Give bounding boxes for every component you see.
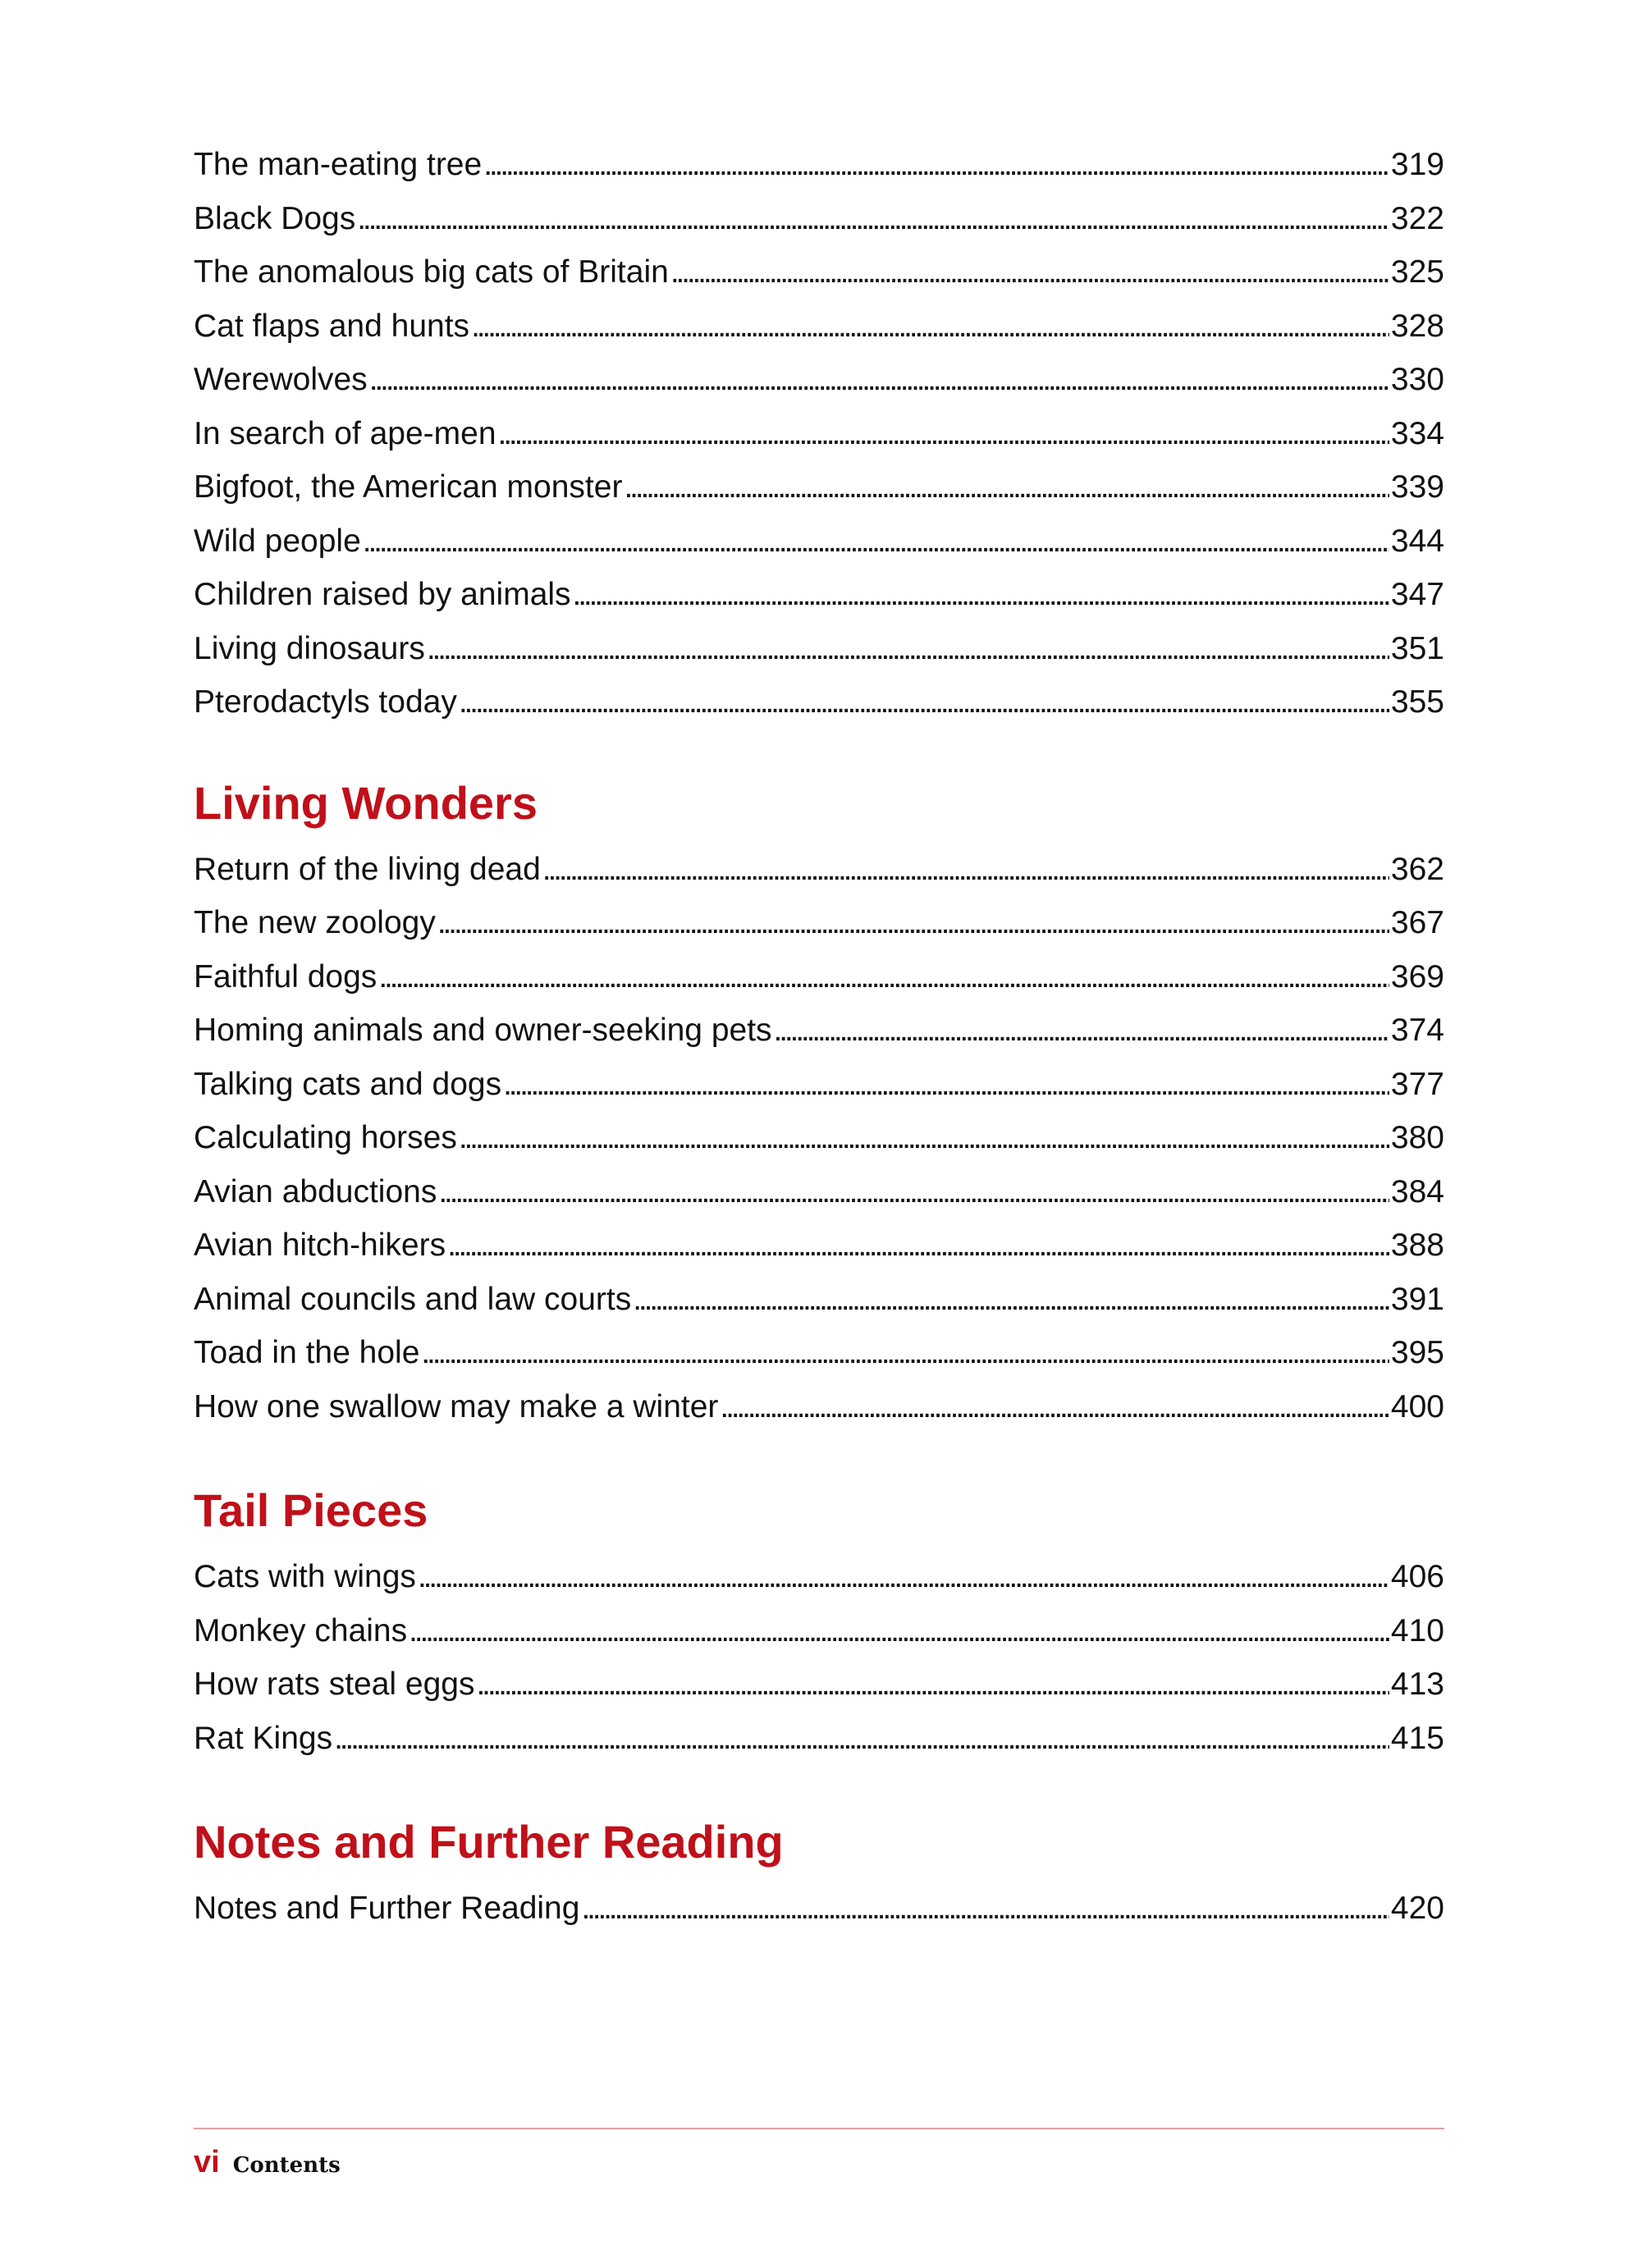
toc-entry[interactable] [194, 1712, 1444, 1766]
toc-entry[interactable] [194, 353, 1444, 407]
dot-leader [459, 1111, 1389, 1165]
toc-entry-title: Monkey chains [194, 1612, 408, 1648]
dot-leader [363, 514, 1389, 569]
toc-entry-title: Wild people [194, 523, 361, 559]
toc-entry[interactable] [194, 514, 1444, 569]
dot-leader [542, 843, 1389, 897]
dot-leader [670, 245, 1389, 300]
toc-entry-title: Living dinosaurs [194, 630, 425, 666]
toc-entry-page: 339 [1390, 469, 1444, 505]
dot-leader [483, 138, 1389, 192]
toc-entry-page: 377 [1390, 1066, 1444, 1102]
dot-leader [409, 1604, 1389, 1658]
toc-entry[interactable] [194, 1326, 1444, 1380]
toc-entry-page: 330 [1390, 362, 1444, 397]
toc-entry-page: 367 [1390, 905, 1444, 940]
toc-entry[interactable] [194, 1111, 1444, 1165]
page-footer [194, 2145, 341, 2180]
toc-entry-title: Avian hitch-hikers [194, 1228, 446, 1263]
toc-entry[interactable] [194, 192, 1444, 246]
dot-leader [720, 1380, 1389, 1434]
toc-entry-title: Talking cats and dogs [194, 1066, 502, 1102]
toc-entry[interactable] [194, 1165, 1444, 1219]
toc-entry-title: Rat Kings [194, 1720, 333, 1756]
toc-entry[interactable] [194, 1219, 1444, 1273]
toc-entry[interactable] [194, 138, 1444, 192]
toc-entry[interactable] [194, 1604, 1444, 1658]
toc-entry-page: 374 [1390, 1013, 1444, 1048]
toc-entry-page: 415 [1390, 1720, 1444, 1756]
toc-entry-page: 322 [1390, 200, 1444, 236]
toc-entry-title: Avian abductions [194, 1173, 437, 1209]
toc-entry-page: 391 [1390, 1281, 1444, 1317]
toc-entry-page: 413 [1390, 1667, 1444, 1702]
dot-leader [438, 1165, 1389, 1219]
toc-entry-page: 351 [1390, 630, 1444, 666]
toc-entry-title: Calculating horses [194, 1120, 457, 1155]
toc-entry-title: Black Dogs [194, 200, 356, 236]
toc-entry-page: 400 [1390, 1388, 1444, 1424]
toc-entry-title: The man-eating tree [194, 147, 483, 182]
toc-entry-title: Toad in the hole [194, 1335, 420, 1370]
toc-entry[interactable] [194, 675, 1444, 729]
toc-section-tail-pieces [194, 1550, 1444, 1765]
toc-entry-page: 420 [1390, 1891, 1444, 1926]
toc-entry-title: Notes and Further Reading [194, 1891, 580, 1926]
dot-leader [581, 1882, 1389, 1936]
dot-leader [427, 622, 1389, 676]
toc-entry-title: Cat flaps and hunts [194, 308, 470, 344]
toc-section-living-wonders [194, 843, 1444, 1434]
toc-entry[interactable] [194, 1058, 1444, 1112]
toc-section-notes [194, 1882, 1444, 1936]
toc-entry-page: 406 [1390, 1559, 1444, 1594]
toc-entry-title: Animal councils and law courts [194, 1281, 632, 1317]
toc-entry[interactable] [194, 950, 1444, 1004]
toc-entry[interactable] [194, 568, 1444, 622]
dot-leader [447, 1219, 1389, 1273]
running-head: Contents [232, 2153, 341, 2178]
toc-entry-page: 384 [1390, 1173, 1444, 1209]
section-heading-tail-pieces: Tail Pieces [194, 1484, 428, 1536]
dot-leader [421, 1326, 1389, 1380]
toc-entry-page: 347 [1390, 577, 1444, 612]
toc-entry-page: 362 [1390, 851, 1444, 887]
toc-entry-title: Pterodactyls today [194, 684, 457, 720]
toc-entry[interactable] [194, 1273, 1444, 1327]
dot-leader [774, 1004, 1389, 1058]
dot-leader [369, 353, 1389, 407]
toc-entry-title: The anomalous big cats of Britain [194, 254, 669, 290]
toc-entry[interactable] [194, 1550, 1444, 1604]
dot-leader [471, 300, 1389, 354]
toc-entry-page: 369 [1390, 958, 1444, 995]
toc-entry[interactable] [194, 843, 1444, 897]
toc-entry-page: 388 [1390, 1228, 1444, 1263]
toc-entry[interactable] [194, 460, 1444, 514]
dot-leader [633, 1273, 1389, 1327]
dot-leader [418, 1550, 1389, 1604]
toc-entry-page: 319 [1390, 147, 1444, 182]
toc-section-continued [194, 138, 1444, 729]
toc-entry-page: 380 [1390, 1120, 1444, 1155]
dot-leader [357, 192, 1389, 246]
toc-entry-page: 334 [1390, 415, 1444, 451]
toc-entry-title: Bigfoot, the American monster [194, 469, 623, 505]
toc-entry[interactable] [194, 622, 1444, 676]
page-number: vi [194, 2145, 220, 2179]
toc-entry-page: 410 [1390, 1612, 1444, 1648]
toc-entry-title: Cats with wings [194, 1559, 416, 1594]
toc-entry[interactable] [194, 245, 1444, 300]
toc-entry[interactable] [194, 1882, 1444, 1936]
toc-entry[interactable] [194, 1004, 1444, 1058]
section-heading-living-wonders: Living Wonders [194, 776, 538, 829]
toc-entry-title: How one swallow may make a winter [194, 1388, 719, 1424]
toc-entry-title: Homing animals and owner-seeking pets [194, 1013, 772, 1048]
toc-entry-title: Children raised by animals [194, 577, 571, 612]
toc-entry[interactable] [194, 896, 1444, 950]
toc-entry-page: 328 [1390, 308, 1444, 344]
footer-rule [194, 2128, 1444, 2129]
toc-entry-title: Faithful dogs [194, 958, 377, 995]
section-heading-notes: Notes and Further Reading [194, 1816, 784, 1868]
toc-entry-page: 325 [1390, 254, 1444, 290]
toc-entry-title: How rats steal eggs [194, 1667, 475, 1702]
dot-leader [378, 950, 1389, 1004]
toc-entry[interactable] [194, 1380, 1444, 1434]
toc-entry-title: Werewolves [194, 362, 368, 397]
toc-entry-title: In search of ape-men [194, 415, 496, 451]
toc-entry[interactable] [194, 407, 1444, 461]
dot-leader [503, 1058, 1389, 1112]
dot-leader [459, 675, 1389, 729]
dot-leader [498, 407, 1389, 461]
toc-entry-page: 344 [1390, 523, 1444, 559]
toc-entry[interactable] [194, 1658, 1444, 1712]
dot-leader [437, 896, 1389, 950]
toc-entry-title: Return of the living dead [194, 851, 541, 887]
dot-leader [334, 1712, 1389, 1766]
toc-entry[interactable] [194, 300, 1444, 354]
contents-page [194, 138, 1444, 1936]
toc-entry-page: 355 [1390, 684, 1444, 720]
dot-leader [573, 568, 1389, 622]
dot-leader [624, 460, 1389, 514]
toc-entry-title: The new zoology [194, 905, 436, 940]
toc-entry-page: 395 [1390, 1335, 1444, 1370]
dot-leader [477, 1658, 1389, 1712]
